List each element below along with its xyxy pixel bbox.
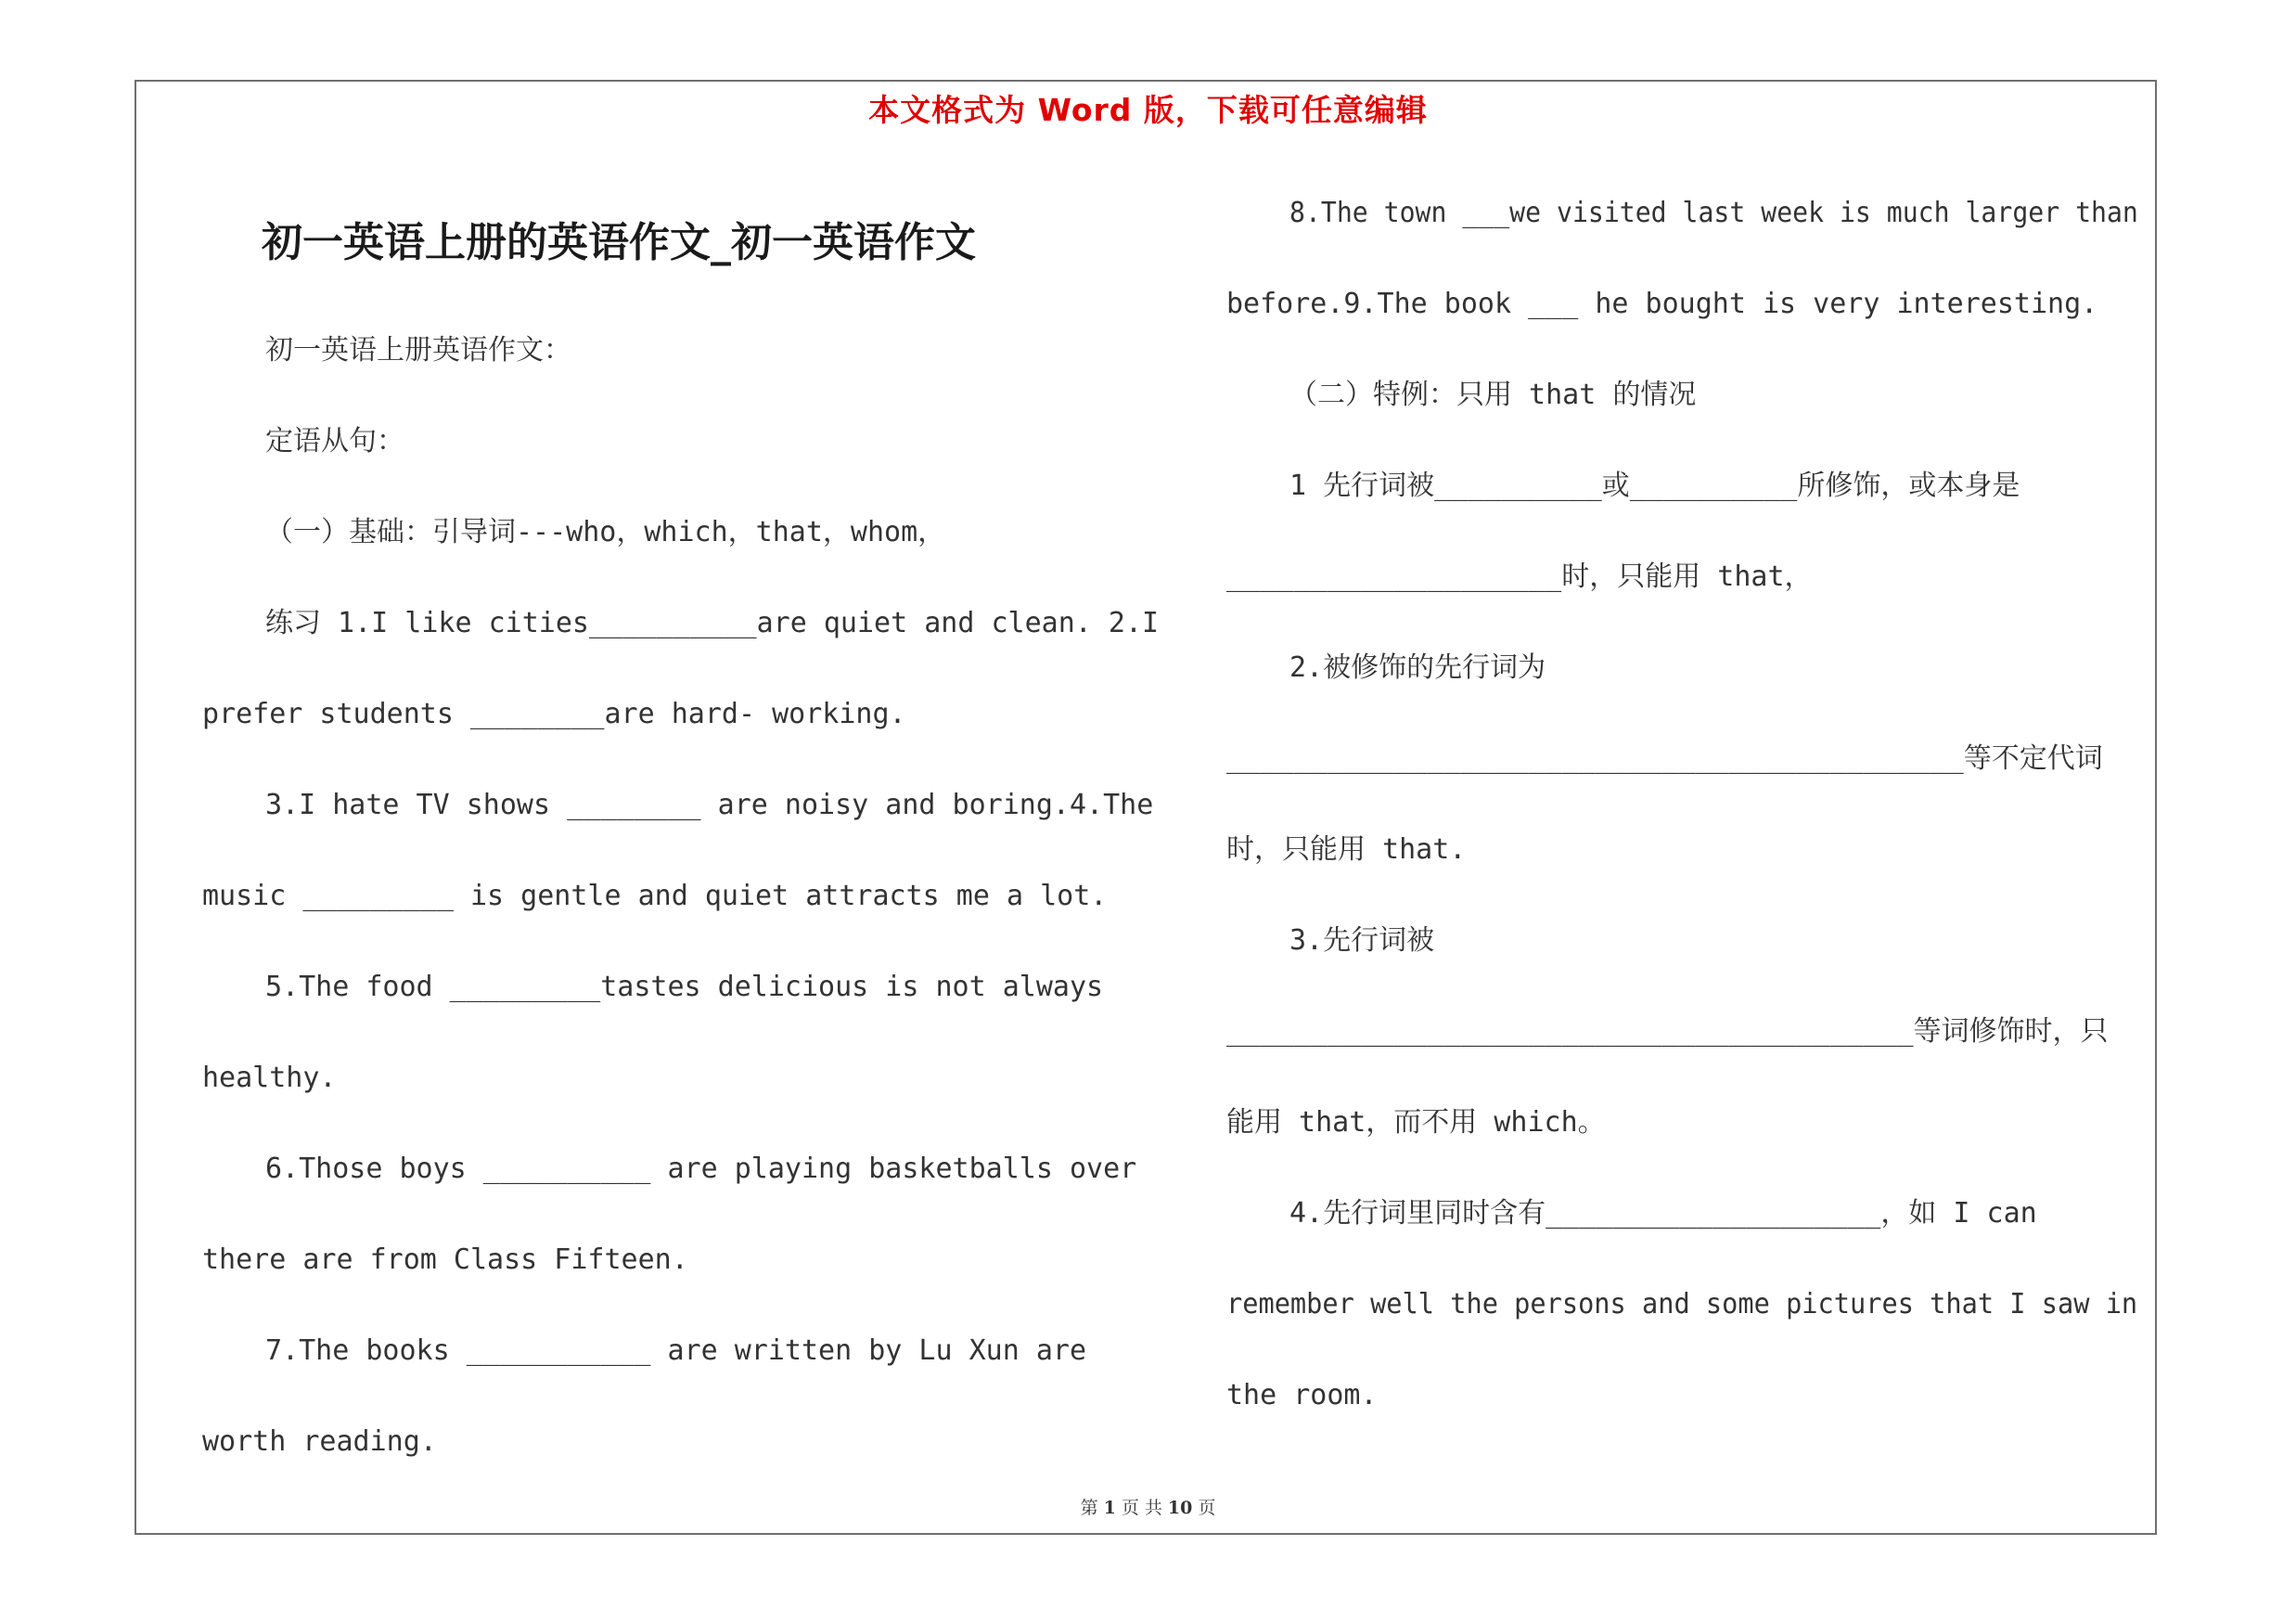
page-suffix: 页 — [1198, 1498, 1216, 1518]
rule3-line3: 能用 that，而不用 which。 — [1226, 1106, 1606, 1139]
rule3-line1: 3.先行词被 — [1289, 924, 1435, 957]
intro-line: 初一英语上册英语作文： — [265, 334, 571, 367]
rule1-line1: 1 先行词被__________或__________所修饰，或本身是 — [1289, 470, 2020, 502]
exercise1-line1: 练习 1.I like cities__________are quiet and clean. 2.I — [265, 607, 1160, 639]
exercise6-line2: there are from Class Fifteen. — [202, 1243, 688, 1276]
page-middle: 页 共 — [1121, 1498, 1162, 1518]
rule2-line1: 2.被修饰的先行词为 — [1289, 651, 1546, 684]
exercise3-line1: 3.I hate TV shows ________ are noisy and boring.4.The — [265, 789, 1154, 821]
exercise7-line1: 7.The books ___________ are written by Lu Xun are — [265, 1334, 1087, 1367]
rule4-line1: 4.先行词里同时含有____________________，如 I can — [1289, 1197, 2037, 1230]
exercise8-line1: 8.The town ___we visited last week is much larger than — [1289, 197, 2138, 229]
exercise8-line2: before.9.The book ___ he bought is very interesting. — [1226, 288, 2098, 320]
exercise1-line2: prefer students ________are hard- working. — [202, 698, 906, 730]
exercise3-line2: music _________ is gentle and quiet attracts me a lot. — [202, 880, 1108, 912]
exercise7-line2: worth reading. — [202, 1425, 437, 1458]
rule4-line3: the room. — [1226, 1379, 1378, 1411]
rule1-line2: ____________________时，只能用 that， — [1226, 560, 1813, 593]
rule3-line2: _________________________________________等词修饰时，只 — [1226, 1015, 2109, 1048]
exercise5-line1: 5.The food _________tastes delicious is not always — [265, 971, 1104, 1003]
current-page-number: 1 — [1103, 1498, 1116, 1518]
page-indicator — [0, 1494, 2296, 1519]
document-title: 初一英语上册的英语作文_初一英语作文 — [262, 219, 976, 266]
rule2-line2: ____________________________________________等不定代词 — [1226, 742, 2103, 775]
total-pages-number: 10 — [1167, 1498, 1193, 1518]
rule4-line2: remember well the persons and some pictures that I saw in — [1226, 1288, 2138, 1320]
exercise6-line1: 6.Those boys __________ are playing basketballs over — [265, 1153, 1137, 1185]
section1-heading: （一）基础：引导词---who，which，that，whom， — [265, 516, 946, 548]
topic-line: 定语从句： — [265, 425, 404, 457]
section2-heading: （二）特例：只用 that 的情况 — [1289, 379, 1697, 411]
format-banner: 本文格式为 Word 版，下载可任意编辑 — [868, 92, 1428, 128]
exercise5-line2: healthy. — [202, 1062, 337, 1094]
rule2-line3: 时，只能用 that. — [1226, 833, 1467, 866]
page-prefix: 第 — [1080, 1498, 1098, 1518]
